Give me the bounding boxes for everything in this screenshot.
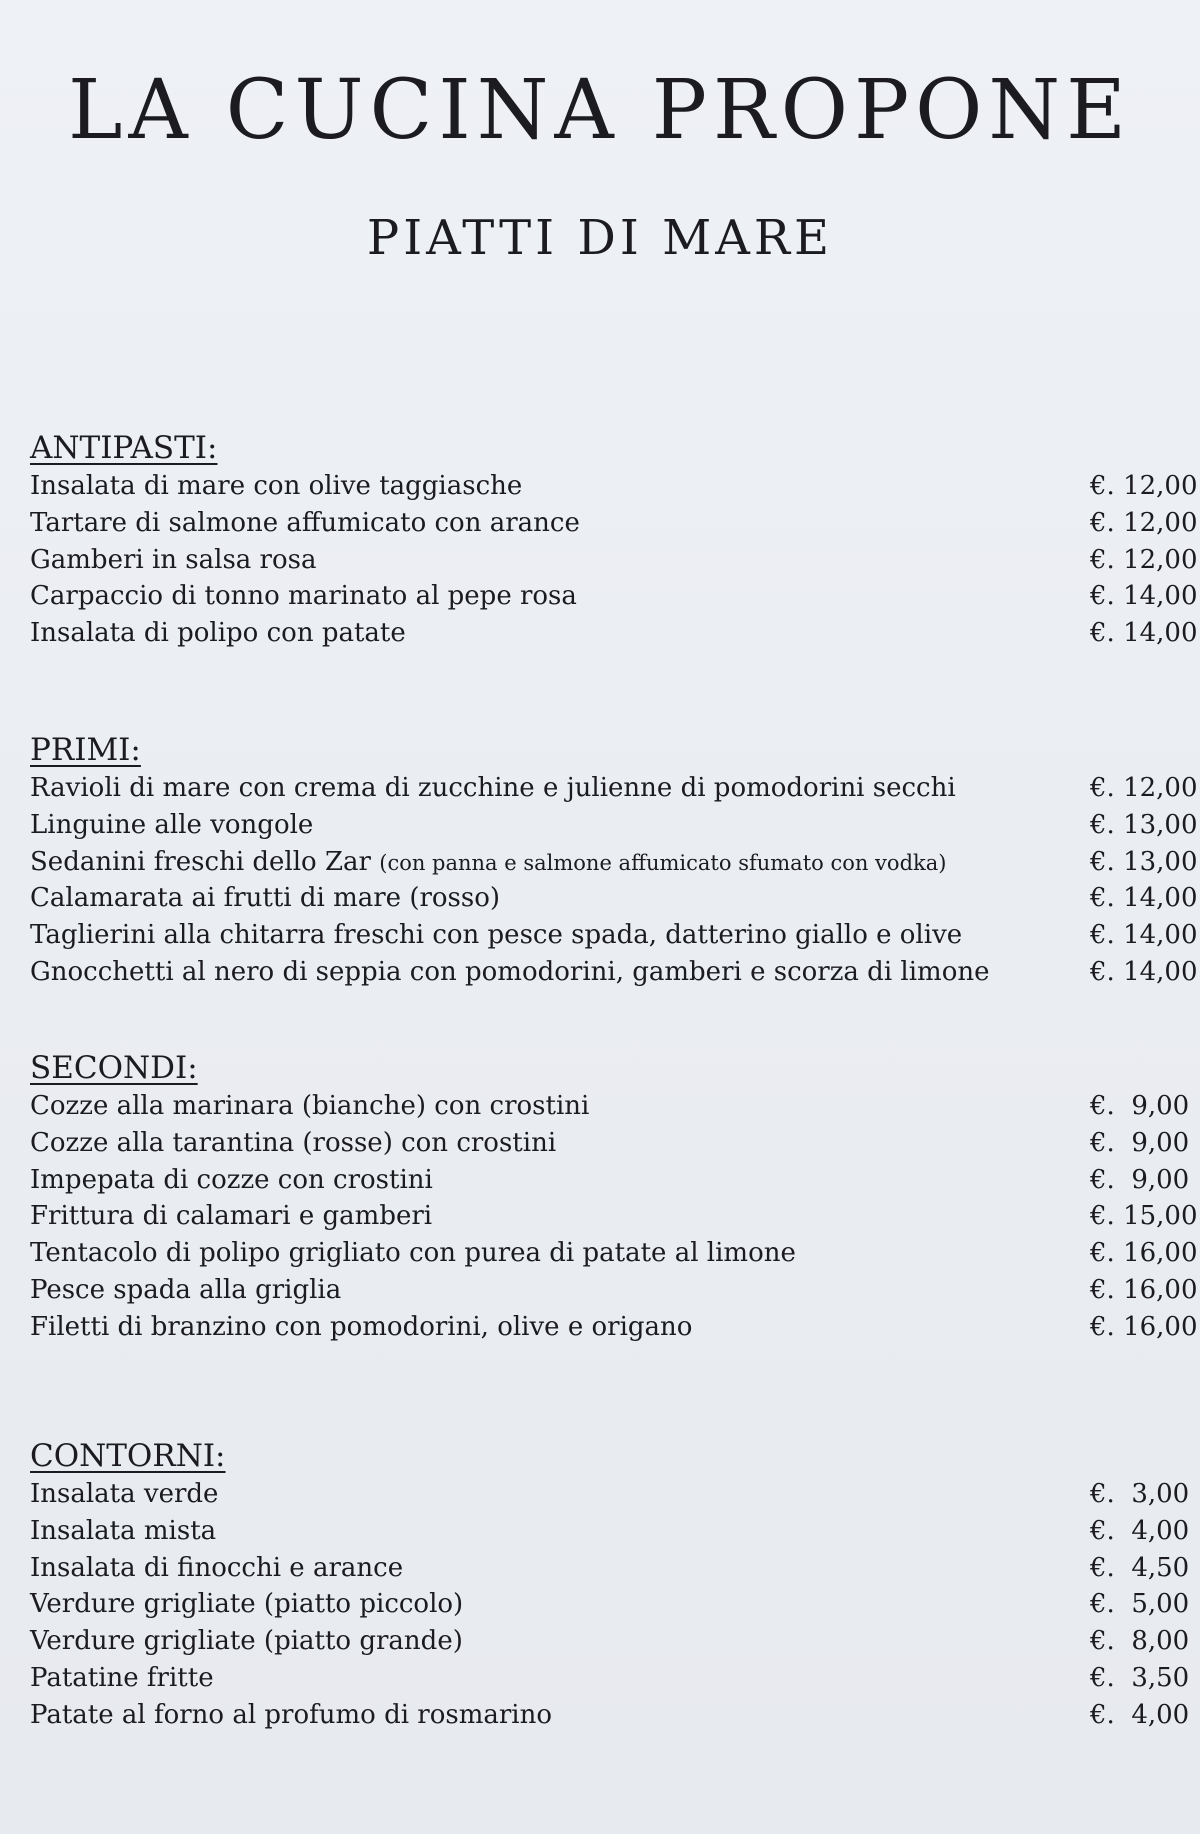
menu-item-price: €. 12,00 — [1090, 471, 1198, 501]
menu-item-row — [30, 1697, 1200, 1734]
menu-item-row — [30, 1235, 1200, 1272]
menu-item-name: Patatine fritte — [30, 1662, 214, 1693]
menu-item-name: Ravioli di mare con crema di zucchine e julienne di pomodorini secchi — [30, 773, 956, 803]
menu-item-dish — [30, 1586, 463, 1623]
menu-item-price: €. 8,00 — [1090, 1626, 1190, 1657]
menu-item-name: Insalata di mare con olive taggiasche — [30, 471, 523, 501]
menu-item-name: Calamarata ai frutti di mare (rosso) — [30, 883, 501, 914]
menu-item-price: €. 16,00 — [1090, 1311, 1198, 1342]
menu-item-price: €. 12,00 — [1090, 773, 1198, 803]
menu-item-dish — [30, 1125, 556, 1162]
menu-item-row — [30, 1550, 1200, 1587]
menu-item-dish — [30, 1550, 403, 1587]
menu-title: LA CUCINA PROPONE — [68, 63, 1132, 158]
menu-item-dish — [30, 578, 577, 615]
menu-item-row — [30, 1272, 1200, 1309]
section-heading: ANTIPASTI: — [30, 430, 218, 466]
menu-item-price: €. 9,00 — [1090, 1164, 1190, 1195]
menu-item-price: €. 4,00 — [1090, 1699, 1190, 1730]
menu-item-price: €. 15,00 — [1090, 1201, 1198, 1232]
menu-item-row — [30, 1623, 1200, 1660]
menu-item-dish — [30, 807, 313, 844]
menu-item-name: Filetti di branzino con pomodorini, olive e origano — [30, 1311, 693, 1342]
menu-item-note: (con panna e salmone affumicato sfumato con vodka) — [379, 850, 947, 875]
menu-item-dish — [30, 505, 580, 542]
menu-item-price: €. 3,00 — [1090, 1479, 1190, 1509]
menu-item-row — [30, 1125, 1200, 1162]
section-secondi — [30, 1048, 1200, 1346]
menu-item-row — [30, 542, 1200, 579]
menu-item-price: €. 16,00 — [1090, 1274, 1198, 1305]
section-antipasti — [30, 428, 1200, 652]
menu-item-row — [30, 615, 1200, 652]
menu-item-name: Impepata di cozze con crostini — [30, 1164, 433, 1195]
menu-item-dish — [30, 542, 316, 579]
menu-item-row — [30, 1309, 1200, 1346]
menu-item-dish — [30, 1309, 692, 1346]
menu-item-dish — [30, 1513, 216, 1550]
menu-item-name: Carpaccio di tonno marinato al pepe rosa — [30, 581, 577, 612]
menu-item-price: €. 9,00 — [1090, 1091, 1190, 1121]
menu-item-name: Verdure grigliate (piatto grande) — [30, 1626, 463, 1657]
menu-item-dish — [30, 1235, 796, 1272]
menu-item-dish — [30, 880, 500, 917]
menu-item-price: €. 3,50 — [1090, 1662, 1190, 1693]
menu-item-dish — [30, 917, 962, 954]
menu-item-name: Tentacolo di polipo grigliato con purea di patate al limone — [30, 1238, 796, 1269]
section-contorni — [30, 1436, 1200, 1734]
menu-item-price: €. 16,00 — [1090, 1238, 1198, 1269]
menu-item-price: €. 14,00 — [1090, 581, 1198, 612]
menu-item-price: €. 14,00 — [1090, 920, 1198, 951]
menu-item-dish — [30, 1623, 463, 1660]
menu-item-name: Insalata mista — [30, 1515, 217, 1546]
menu-item-name: Cozze alla marinara (bianche) con crostini — [30, 1091, 590, 1121]
menu-item-row — [30, 468, 1200, 505]
menu-item-name: Verdure grigliate (piatto piccolo) — [30, 1589, 464, 1620]
menu-item-dish — [30, 1088, 589, 1125]
menu-item-price: €. 12,00 — [1090, 507, 1198, 538]
menu-item-name: Linguine alle vongole — [30, 809, 314, 840]
menu-item-row — [30, 1660, 1200, 1697]
menu-item-dish — [30, 770, 956, 807]
menu-item-name: Gamberi in salsa rosa — [30, 544, 317, 575]
menu-item-row — [30, 505, 1200, 542]
menu-item-price: €. 12,00 — [1090, 544, 1198, 575]
menu-item-dish — [30, 615, 406, 652]
menu-item-dish — [30, 1272, 341, 1309]
menu-item-row — [30, 770, 1200, 807]
menu-item-dish — [30, 954, 989, 991]
menu-item-row — [30, 917, 1200, 954]
menu-item-row — [30, 844, 1200, 881]
menu-item-name: Taglierini alla chitarra freschi con pesce spada, datterino giallo e olive — [30, 920, 963, 951]
menu-item-price: €. 14,00 — [1090, 956, 1198, 987]
menu-item-row — [30, 880, 1200, 917]
section-primi — [30, 730, 1200, 991]
section-heading: CONTORNI: — [30, 1438, 226, 1474]
menu-item-price: €. 14,00 — [1090, 618, 1198, 649]
menu-item-price: €. 4,00 — [1090, 1515, 1190, 1546]
menu-item-dish — [30, 1198, 432, 1235]
menu-item-name: Frittura di calamari e gamberi — [30, 1201, 433, 1232]
menu-item-name: Insalata di polipo con patate — [30, 618, 406, 649]
menu-item-price: €. 5,00 — [1090, 1589, 1190, 1620]
menu-item-dish — [30, 1162, 433, 1199]
section-heading: PRIMI: — [30, 732, 141, 768]
menu-item-row — [30, 1162, 1200, 1199]
menu-subtitle: PIATTI DI MARE — [366, 210, 834, 266]
menu-item-price: €. 13,00 — [1090, 809, 1198, 840]
menu-item-name: Sedanini freschi dello Zar — [30, 846, 380, 877]
menu-item-dish — [30, 1476, 218, 1513]
menu-item-row — [30, 578, 1200, 615]
menu-item-price: €. 13,00 — [1090, 846, 1198, 877]
menu-item-row — [30, 1088, 1200, 1125]
menu-item-row — [30, 807, 1200, 844]
menu-item-dish — [30, 844, 946, 882]
menu-item-dish — [30, 468, 522, 505]
menu-item-row — [30, 1476, 1200, 1513]
menu-item-name: Gnocchetti al nero di seppia con pomodorini, gamberi e scorza di limone — [30, 956, 990, 987]
menu-item-name: Tartare di salmone affumicato con arance — [30, 507, 580, 538]
menu-item-row — [30, 1198, 1200, 1235]
menu-item-dish — [30, 1697, 552, 1734]
menu-item-dish — [30, 1660, 214, 1697]
menu-item-name: Insalata di finocchi e arance — [30, 1552, 404, 1583]
menu-item-name: Patate al forno al profumo di rosmarino — [30, 1699, 553, 1730]
menu-item-row — [30, 1586, 1200, 1623]
menu-item-row — [30, 954, 1200, 991]
menu-item-row — [30, 1513, 1200, 1550]
menu-item-price: €. 9,00 — [1090, 1127, 1190, 1158]
section-heading: SECONDI: — [30, 1050, 198, 1086]
menu-item-name: Pesce spada alla griglia — [30, 1274, 342, 1305]
menu-item-price: €. 14,00 — [1090, 883, 1198, 914]
menu-item-name: Insalata verde — [30, 1479, 219, 1509]
menu-item-price: €. 4,50 — [1090, 1552, 1190, 1583]
menu-item-name: Cozze alla tarantina (rosse) con crostini — [30, 1127, 557, 1158]
